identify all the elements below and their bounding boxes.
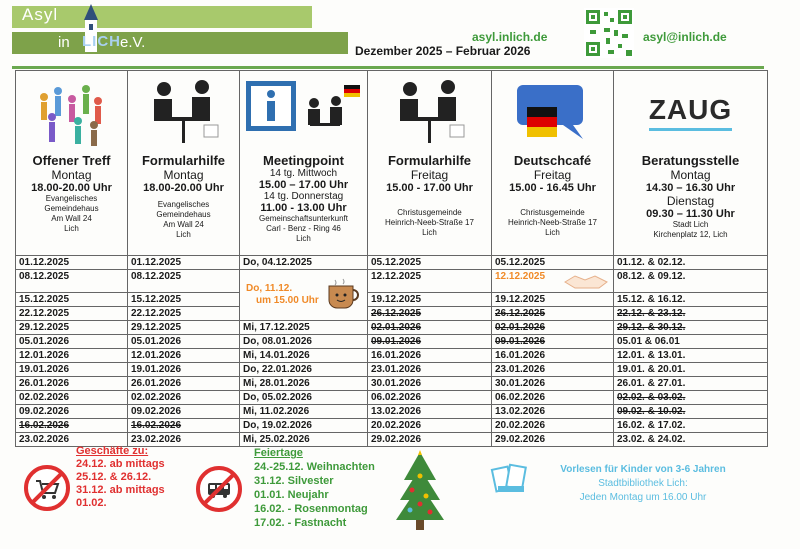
table-cell: 12.01.2026	[128, 349, 240, 363]
website-link[interactable]: asyl.inlich.de	[472, 30, 548, 44]
column-place: Lich	[296, 234, 311, 243]
column-title: Deutschcafé	[513, 153, 592, 168]
table-row	[16, 307, 768, 321]
column-place: Am Wall 24	[51, 214, 92, 223]
library-info	[528, 463, 758, 505]
email-link[interactable]: asyl@inlich.de	[643, 30, 727, 44]
qr-code-icon	[584, 8, 634, 58]
table-cell: 15.12.2025	[128, 293, 240, 307]
column-place: Evangelisches	[157, 200, 210, 209]
logo-asyl: Asyl	[22, 5, 59, 24]
table-cell: 02.02.2026	[128, 391, 240, 405]
column-time: 15.00 - 17.00 Uhr	[386, 182, 473, 194]
holiday-line: 01.01. Neujahr	[254, 489, 329, 501]
table-cell: 29.02.2026	[492, 433, 614, 447]
column-day: 14 tg. Donnerstag	[263, 191, 344, 202]
period-title: Dezember 2025 – Februar 2026	[355, 44, 531, 58]
table-cell: 09.02. & 10.02.	[614, 405, 768, 419]
table-cell: 05.12.2025	[492, 256, 614, 270]
no-bus-icon	[196, 466, 242, 512]
table-cell: Mi, 17.12.2025	[240, 321, 368, 335]
table-cell: 19.12.2025	[492, 293, 614, 307]
table-cell: 22.12. & 23.12.	[614, 307, 768, 321]
table-cell: Do, 05.02.2026	[240, 391, 368, 405]
table-header-row	[16, 71, 768, 256]
column-place: Christusgemeinde	[397, 208, 462, 217]
shops-line: 01.02.	[76, 497, 107, 509]
table-cell: 23.02.2026	[128, 433, 240, 447]
table-cell: Mi, 11.02.2026	[240, 405, 368, 419]
column-day: Montag	[163, 168, 204, 182]
table-cell: 02.01.2026	[368, 321, 492, 335]
holiday-line: 24.-25.12. Weihnachten	[254, 461, 375, 473]
table-cell: 29.12. & 30.12.	[614, 321, 768, 335]
table-cell: 26.12.2025	[492, 307, 614, 321]
table-row	[16, 335, 768, 349]
column-place: Gemeindehaus	[44, 204, 99, 213]
column-place: Am Wall 24	[163, 220, 204, 229]
table-cell: 19.12.2025	[368, 293, 492, 307]
column-place: Evangelisches	[45, 194, 98, 203]
table-cell: 09.01.2026	[492, 335, 614, 349]
table-cell: 30.01.2026	[492, 377, 614, 391]
table-cell: 12.12.2025	[368, 270, 492, 293]
table-cell: 08.12. & 09.12.	[614, 270, 768, 293]
table-cell: 16.02.2026	[16, 419, 128, 433]
column-place: Lich	[422, 228, 437, 237]
column-time: 11.00 - 13.00 Uhr	[260, 202, 347, 214]
table-cell: 19.01.2026	[128, 363, 240, 377]
column-place: Stadt Lich	[672, 220, 709, 229]
column-beratungsstelle	[614, 71, 768, 256]
column-time: 15.00 – 17.00 Uhr	[258, 179, 349, 191]
column-place: Heinrich-Neeb-Straße 17	[385, 218, 474, 227]
table-cell: Do, 22.01.2026	[240, 363, 368, 377]
table-cell: 16.01.2026	[492, 349, 614, 363]
zaug-logo: ZAUG	[649, 94, 732, 131]
column-place: Lich	[64, 224, 79, 233]
column-deutschcafe	[492, 71, 614, 256]
column-day: Freitag	[410, 168, 449, 182]
table-cell: 13.02.2026	[492, 405, 614, 419]
logo-lich: LICH	[82, 33, 121, 50]
table-cell: 13.02.2026	[368, 405, 492, 419]
table-cell: 19.01. & 20.01.	[614, 363, 768, 377]
column-place: Heinrich-Neeb-Straße 17	[508, 218, 597, 227]
table-row	[16, 270, 768, 293]
table-row	[16, 419, 768, 433]
info-meeting-icon	[244, 77, 364, 147]
table-cell: Do, 08.01.2026	[240, 335, 368, 349]
table-row	[16, 377, 768, 391]
table-cell: 26.01.2026	[16, 377, 128, 391]
logo-ev: e.V.	[120, 34, 146, 51]
table-cell: 01.12. & 02.12.	[614, 256, 768, 270]
german-flag-speech-icon	[513, 77, 593, 147]
table-cell: 12.01. & 13.01.	[614, 349, 768, 363]
table-cell: 09.02.2026	[128, 405, 240, 419]
table-cell: 23.02. & 24.02.	[614, 433, 768, 447]
table-cell: Do, 04.12.2025	[240, 256, 368, 270]
shops-line: 31.12. ab mittags	[76, 484, 165, 496]
table-cell: 02.01.2026	[492, 321, 614, 335]
table-cell: Mi, 25.02.2026	[240, 433, 368, 447]
table-cell: 02.02. & 03.02.	[614, 391, 768, 405]
table-cell: 20.02.2026	[492, 419, 614, 433]
holiday-line: 17.02. - Fastnacht	[254, 517, 347, 529]
library-place: Stadtbibliothek Lich:	[598, 478, 688, 489]
column-time: 15.00 - 16.45 Uhr	[509, 182, 596, 194]
holidays-title: Feiertage	[254, 447, 303, 459]
table-cell: 26.01. & 27.01.	[614, 377, 768, 391]
table-cell: 19.01.2026	[16, 363, 128, 377]
table-cell: 23.01.2026	[492, 363, 614, 377]
table-cell: 09.01.2026	[368, 335, 492, 349]
holiday-line: 31.12. Silvester	[254, 475, 334, 487]
table-cell: 23.01.2026	[368, 363, 492, 377]
column-place: Christusgemeinde	[520, 208, 585, 217]
column-time: 09.30 – 11.30 Uhr	[646, 208, 735, 220]
table-cell: Do, 19.02.2026	[240, 419, 368, 433]
table-cell: 12.01.2026	[16, 349, 128, 363]
table-cell: Mi, 28.01.2026	[240, 377, 368, 391]
library-time: Jeden Montag um 16.00 Uhr	[579, 492, 707, 503]
column-offener-treff	[16, 71, 128, 256]
table-row	[16, 321, 768, 335]
table-cell: 09.02.2026	[16, 405, 128, 419]
handshake-icon	[563, 270, 611, 292]
shops-list	[76, 458, 165, 510]
table-cell: 22.12.2025	[16, 307, 128, 321]
table-row	[16, 256, 768, 270]
schedule-rows	[16, 256, 768, 447]
table-cell: 05.12.2025	[368, 256, 492, 270]
table-cell: 15.12. & 16.12.	[614, 293, 768, 307]
schedule-table	[15, 70, 768, 447]
table-cell: 16.01.2026	[368, 349, 492, 363]
column-formularhilfe-montag	[128, 71, 240, 256]
table-cell: 01.12.2025	[128, 256, 240, 270]
table-cell: 06.02.2026	[492, 391, 614, 405]
table-row	[16, 349, 768, 363]
table-cell: 30.01.2026	[368, 377, 492, 391]
column-day: Montag	[670, 168, 711, 182]
shops-line: 24.12. ab mittags	[76, 458, 165, 470]
holidays-list	[254, 460, 375, 530]
table-row	[16, 293, 768, 307]
meeting-note-line: um 15.00 Uhr	[256, 295, 319, 306]
books-icon	[490, 460, 530, 496]
column-day: Dienstag	[666, 194, 715, 208]
people-group-icon	[32, 77, 112, 147]
table-cell: 01.12.2025	[16, 256, 128, 270]
meeting-note	[246, 283, 319, 307]
table-cell: Mi, 14.01.2026	[240, 349, 368, 363]
table-cell: 12.12.2025	[492, 270, 614, 293]
christmas-tree-icon	[392, 450, 448, 532]
table-row	[16, 391, 768, 405]
column-title: Beratungsstelle	[641, 153, 740, 168]
consultation-icon	[144, 77, 224, 147]
table-cell: 20.02.2026	[368, 419, 492, 433]
shops-title: Geschäfte zu:	[76, 445, 149, 457]
column-time: 14.30 – 16.30 Uhr	[645, 182, 736, 194]
meeting-note-line: Do, 11.12.	[246, 283, 293, 294]
table-cell: 29.12.2025	[128, 321, 240, 335]
column-place: Lich	[545, 228, 560, 237]
table-cell: 08.12.2025	[16, 270, 128, 293]
table-cell: 15.12.2025	[16, 293, 128, 307]
column-title: Formularhilfe	[387, 153, 472, 168]
column-title: Formularhilfe	[141, 153, 226, 168]
table-cell: 22.12.2025	[128, 307, 240, 321]
column-place: Gemeindehaus	[156, 210, 211, 219]
table-cell: 29.12.2025	[16, 321, 128, 335]
column-place: Gemeinschaftsunterkunft	[259, 214, 348, 223]
header-rule	[12, 66, 764, 69]
column-place: Kirchenplatz 12, Lich	[653, 230, 728, 239]
library-title: Vorlesen für Kinder von 3-6 Jahren	[560, 464, 726, 475]
column-place: Carl - Benz - Ring 46	[266, 224, 341, 233]
column-time: 18.00-20.00 Uhr	[31, 182, 112, 194]
holiday-line: 16.02. - Rosenmontag	[254, 503, 368, 515]
table-cell: 16.02.2026	[128, 419, 240, 433]
table-cell: 23.02.2026	[16, 433, 128, 447]
table-cell: 26.01.2026	[128, 377, 240, 391]
table-cell: 05.01.2026	[128, 335, 240, 349]
table-cell: 16.02. & 17.02.	[614, 419, 768, 433]
no-shopping-cart-icon	[24, 465, 70, 511]
column-title: Meetingpoint	[263, 153, 344, 168]
table-cell: 05.01 & 06.01	[614, 335, 768, 349]
column-meetingpoint	[240, 71, 368, 256]
column-time: 18.00-20.00 Uhr	[143, 182, 224, 194]
column-place: Lich	[176, 230, 191, 239]
shops-line: 25.12. & 26.12.	[76, 471, 152, 483]
table-cell: 06.02.2026	[368, 391, 492, 405]
column-formularhilfe-freitag	[368, 71, 492, 256]
table-cell: 05.01.2026	[16, 335, 128, 349]
table-cell: 08.12.2025	[128, 270, 240, 293]
column-day: Montag	[51, 168, 92, 182]
table-cell: 02.02.2026	[16, 391, 128, 405]
table-cell: 29.02.2026	[368, 433, 492, 447]
logo-in: in	[58, 34, 70, 51]
table-row	[16, 405, 768, 419]
column-title: Offener Treff	[32, 153, 111, 168]
column-day: Freitag	[533, 168, 572, 182]
column-day: 14 tg. Mittwoch	[269, 168, 338, 179]
table-cell: 26.12.2025	[368, 307, 492, 321]
coffee-cup-icon	[325, 278, 365, 310]
consultation-icon	[390, 77, 470, 147]
table-row	[16, 363, 768, 377]
